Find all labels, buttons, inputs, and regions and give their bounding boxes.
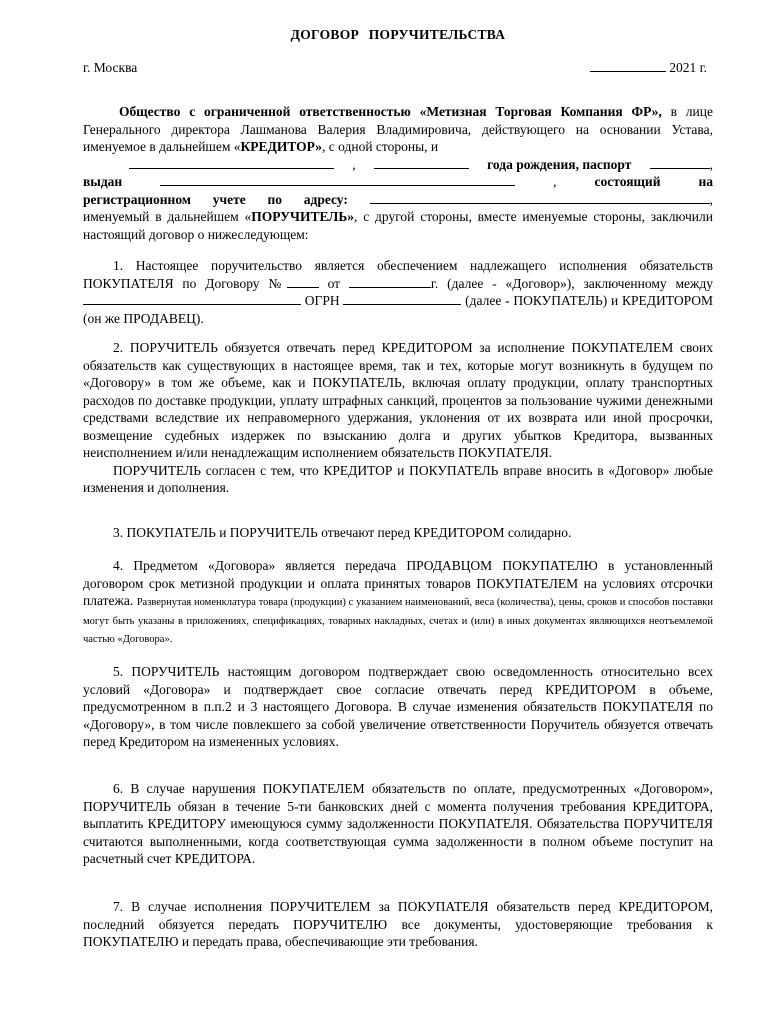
guarantor-term: ПОРУЧИТЕЛЬ» — [251, 209, 355, 224]
date-blank — [590, 59, 666, 72]
clause-4-text: 4. Предметом «Договора» является передача ПРОДАВЦОМ ПОКУПАТЕЛЮ в установленный договором срок метизной продукции и оплата принятых товаров ПОКУПАТЕЛЕМ на условиях отсрочки платежа. — [83, 558, 713, 608]
clause-4-small-text: Развернутая номенклатура товара (продукции) с указанием наименований, веса (количества), цены, сроков и способов поставки могут быть указаны в приложениях, спецификациях, товарных накладных, счетах и (или) в иных документах являющихся неотъемлемой частью «Договора». — [83, 597, 714, 645]
year: 2021 г. — [669, 60, 707, 75]
clause-2-text: 2. ПОРУЧИТЕЛЬ обязуется отвечать перед КРЕДИТОРОМ за исполнение ПОКУПАТЕЛЕМ своих обязательств как существующих в настоящее время, так и тех, которые могут возникнуть в будущем по «Договору» в том же объеме, как и ПОКУПАТЕЛЬ, включая оплату продукции, оплату транспортных расходов по доставке продукции, уплату штрафных санкций, процентов за пользование чужими денежными средствами вследствие их неправомерного удержания, уклонения от их возврата или иной просрочки, возмещение судебных издержек по взысканию долга и других убытков Кредитора, вызванных неисполнением и/или ненадлежащим исполнением обязательств ПОКУПАТЕЛЯ. — [83, 340, 713, 460]
clause-2-text-b: ПОРУЧИТЕЛЬ согласен с тем, что КРЕДИТОР и ПОКУПАТЕЛЬ вправе вносить в «Договор» любые изменения и дополнения. — [83, 462, 713, 495]
named-text-2: , с другой стороны, вместе именуемые стороны, заключили настоящий договор о нижеследующем: — [83, 209, 713, 242]
reg-word-4: адресу: — [303, 191, 348, 207]
date — [590, 59, 707, 77]
birth-label: года рождения, паспорт — [487, 156, 632, 172]
ogrn-blank — [343, 292, 461, 305]
reg-word-3: по — [267, 191, 282, 207]
clause-3-text: 3. ПОКУПАТЕЛЬ и ПОРУЧИТЕЛЬ отвечают перед КРЕДИТОРОМ солидарно. — [113, 525, 572, 540]
issued-label: выдан — [83, 174, 123, 189]
preamble-text-2: , с одной стороны, и — [322, 139, 439, 154]
clause-6 — [83, 780, 713, 868]
contract-number-blank — [287, 275, 319, 288]
preamble-text: в лице Генерального директора Лашманова Валерия Владимировича, действующего на основании Устава, именуемое в дальнейшем « — [83, 104, 713, 154]
creditor-term: КРЕДИТОР» — [240, 139, 322, 154]
reg-word-2: учете — [212, 191, 246, 207]
on-label: на — [698, 174, 713, 189]
clause-1-text-e: (далее - ПОКУПАТЕЛЬ) и КРЕДИТОРОМ (он же ПРОДАВЕЦ). — [83, 293, 714, 326]
city: г. Москва — [83, 60, 138, 75]
birth-line: , года рождения, паспорт , — [83, 156, 713, 174]
issued-blank — [160, 173, 515, 186]
company-name: Общество с ограниченной ответственностью «Метизная Торговая Компания ФР», — [119, 104, 662, 119]
document-title: ДОГОВОР ПОРУЧИТЕЛЬСТВА — [290, 27, 506, 42]
buyer-name-blank — [83, 292, 301, 305]
clause-1 — [83, 257, 713, 327]
clause-1-text-b: от — [318, 275, 349, 291]
clause-7 — [83, 898, 713, 951]
clause-1-text-d: ОГРН — [301, 293, 344, 308]
clause-5-text: 5. ПОРУЧИТЕЛЬ настоящим договором подтверждает свою осведомленность относительно всех условий «Договора» и подтверждает свое согласие отвечать перед КРЕДИТОРОМ в объеме, предусмотренном в п.п.2 и 3 настоящего Договора. В случае изменения обязательств ПОКУПАТЕЛЯ по «Договору», в том числе повлекшего за собой увеличение ответственности Поручитель обязуется отвечать перед Кредитором на измененных условиях. — [83, 664, 713, 749]
state-label: состоящий — [594, 174, 661, 189]
registration-line: регистрационном учете по адресу: , — [83, 191, 713, 207]
reg-word-1: регистрационном — [83, 191, 192, 207]
preamble — [83, 103, 713, 243]
clause-6-text: 6. В случае нарушения ПОКУПАТЕЛЕМ обязательств по оплате, предусмотренных «Договором», ПОРУЧИТЕЛЬ обязан в течение 5-ти банковских дней с момента получения требования КРЕДИТОРА, выплатить КРЕДИТОРУ имеющуюся сумму задолженности ПОКУПАТЕЛЯ. Обязательства ПОРУЧИТЕЛЯ считаются выполненными, когда соответствующая сумма задолженности в полном объеме поступит на расчетный счет КРЕДИТОРА. — [83, 781, 713, 866]
clause-1-text-c: г. (далее - «Договор»), заключенному между — [430, 275, 713, 291]
passport-blank — [650, 156, 710, 169]
clause-2 — [83, 339, 713, 497]
clause-3 — [83, 524, 713, 542]
city-date-line — [83, 59, 713, 77]
contract-date-blank — [349, 275, 431, 288]
named-text: именуемый в дальнейшем « — [83, 209, 252, 224]
birthdate-blank — [374, 156, 469, 169]
clause-1-text-a: 1. Настоящее поручительство является обеспечением надлежащего исполнения обязательств ПОКУПАТЕЛЯ по Договору № — [83, 258, 713, 291]
clause-7-text: 7. В случае исполнения ПОРУЧИТЕЛЕМ за ПОКУПАТЕЛЯ обязательств перед КРЕДИТОРОМ, последний обязуется передать ПОРУЧИТЕЛЮ все документы, удостоверяющие требования к ПОКУПАТЕЛЮ и передать права, обеспечивающие эти требования. — [83, 899, 713, 949]
issued-line: выдан , состоящий на — [83, 174, 713, 189]
clause-5 — [83, 663, 713, 751]
address-blank — [370, 191, 710, 204]
clause-4 — [83, 557, 713, 648]
name-blank — [129, 156, 334, 169]
